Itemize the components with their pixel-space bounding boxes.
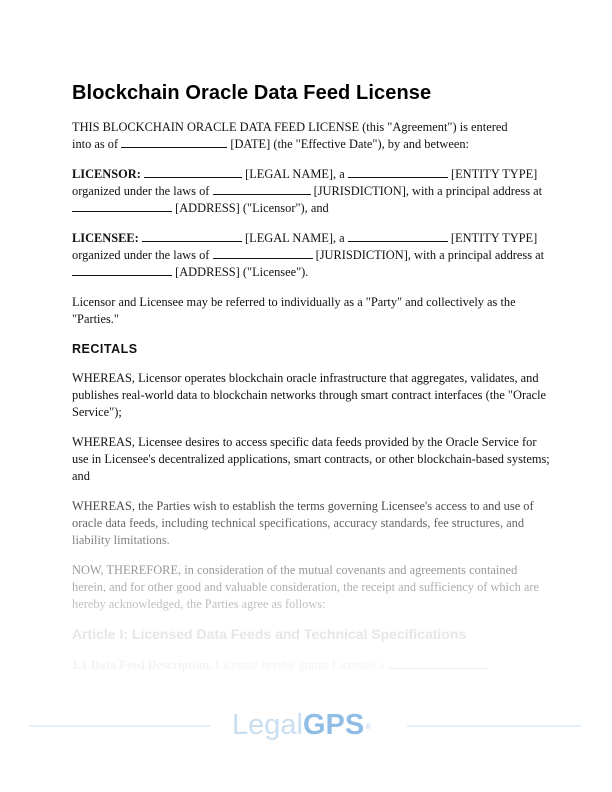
logo-text-legal: Legal bbox=[232, 709, 303, 741]
licensee-text-3: [JURISDICTION], with a principal address at bbox=[312, 248, 545, 262]
licensor-jurisdiction-blank[interactable] bbox=[213, 184, 311, 195]
licensee-text-1: [LEGAL NAME], a bbox=[241, 231, 348, 245]
licensee-address-blank[interactable] bbox=[72, 265, 172, 276]
section-1-1-text: Licensor hereby grants Licensee a bbox=[212, 658, 388, 672]
licensor-text-3: [JURISDICTION], with a principal address at bbox=[310, 184, 543, 198]
intro-line-1: THIS BLOCKCHAIN ORACLE DATA FEED LICENSE (this "Agreement") is entered bbox=[72, 120, 508, 134]
document-title: Blockchain Oracle Data Feed License bbox=[72, 82, 432, 104]
intro-paragraph bbox=[72, 119, 550, 153]
section-1-1-blank[interactable] bbox=[388, 658, 488, 669]
licensor-paragraph bbox=[72, 166, 550, 217]
intro-line-2-prefix: into as of bbox=[72, 137, 122, 151]
section-1-1-label: 1.1 Data Feed Description. bbox=[72, 658, 213, 672]
licensor-entity-type-blank[interactable] bbox=[348, 167, 448, 178]
licensor-label: LICENSOR: bbox=[72, 167, 141, 181]
intro-line-2-suffix: [DATE] (the "Effective Date"), by and between: bbox=[227, 137, 469, 151]
date-blank-field[interactable] bbox=[121, 137, 227, 148]
footer-divider-right bbox=[407, 725, 581, 727]
licensor-text-1: [LEGAL NAME], a bbox=[241, 167, 348, 181]
licensee-text-4: [ADDRESS] ("Licensee"). bbox=[172, 265, 309, 279]
licensor-text-2: [ENTITY TYPE] organized under the laws of bbox=[72, 167, 538, 198]
licensee-text-2: [ENTITY TYPE] organized under the laws of bbox=[72, 231, 538, 262]
logo-text-gps: GPS bbox=[302, 709, 365, 741]
recitals-heading: RECITALS bbox=[72, 342, 138, 356]
licensee-entity-type-blank[interactable] bbox=[348, 231, 448, 242]
footer-branding bbox=[0, 700, 612, 750]
document-body bbox=[72, 80, 550, 687]
recital-2: WHEREAS, Licensee desires to access specific data feeds provided by the Oracle Service for use in Licensee's decentralized applications, smart contracts, or other blockchain-based systems; and bbox=[72, 435, 550, 483]
parties-paragraph: Licensor and Licensee may be referred to individually as a "Party" and collectively as the "Parties." bbox=[72, 295, 516, 326]
licensor-text-4: [ADDRESS] ("Licensor"), and bbox=[172, 201, 329, 215]
recital-1: WHEREAS, Licensor operates blockchain oracle infrastructure that aggregates, validates, and publishes real-world data to blockchain networks through smart contract interfaces (the "Oracle Service"); bbox=[72, 371, 547, 419]
footer-divider-left bbox=[29, 725, 210, 727]
licensee-jurisdiction-blank[interactable] bbox=[213, 248, 313, 259]
licensee-legal-name-blank[interactable] bbox=[142, 231, 242, 242]
licensor-legal-name-blank[interactable] bbox=[144, 167, 242, 178]
licensee-paragraph bbox=[72, 230, 550, 281]
recital-3: WHEREAS, the Parties wish to establish the terms governing Licensee's access to and use of oracle data feeds, including technical specifications, accuracy standards, fee structures, and liability limitations. bbox=[72, 498, 550, 549]
legalgps-logo bbox=[232, 706, 370, 744]
licensor-address-blank[interactable] bbox=[72, 201, 172, 212]
now-therefore-paragraph: NOW, THEREFORE, in consideration of the mutual covenants and agreements contained herein, and for other good and valuable consideration, the receipt and sufficiency of which are hereby acknowledged, the Parties agree as follows: bbox=[72, 562, 550, 613]
registered-mark-icon: ® bbox=[365, 722, 372, 731]
section-1-1-paragraph bbox=[72, 657, 550, 674]
article-1-heading: Article I: Licensed Data Feeds and Technical Specifications bbox=[72, 626, 467, 642]
licensee-label: LICENSEE: bbox=[72, 231, 139, 245]
